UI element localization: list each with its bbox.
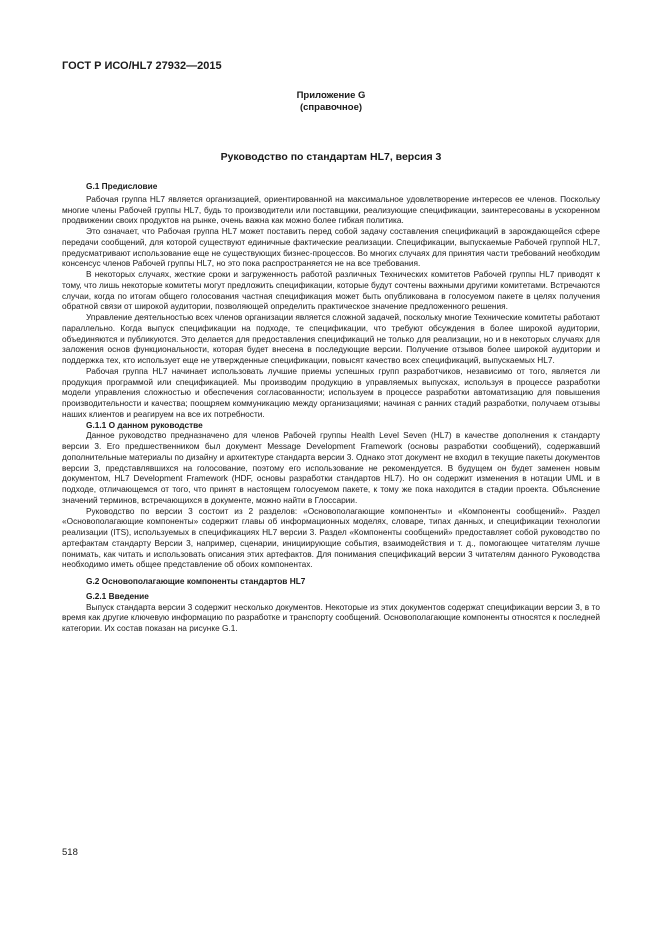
annex-type: (справочное) (299, 102, 363, 113)
annex-label: Приложение G (296, 90, 366, 101)
annex-title: Руководство по стандартам HL7, версия 3 (220, 151, 442, 163)
page-number: 518 (62, 847, 78, 858)
standard-code-header: ГОСТ Р ИСО/HL7 27932—2015 (62, 60, 222, 72)
section-heading-g1: G.1 Предисловие (86, 181, 158, 191)
paragraph: Данное руководство предназначено для членов Рабочей группы Health Level Seven (HL7) в качестве дополнения к стандарту версии 3. Его предшественником был документ Message Development Framework (основы разработки сообщений), содержавший дополнительные материалы по дизайну и архитектуре стандарта версии 3. Однако этот документ не входил в текущие пакеты документов версии 3, представлявшихся на голосование, поэтому его использование не рекомендуется. В будущем он будет заменен новым документом, HL7 Development Framework (HDF, основы разработки стандартов HL7). Но он содержит изменения в нотации UML и в подходе, отличающемся от того, что принят в настоящем голосуемом пакете, к тому же пока находится в стадии проекта. Объяснение значений терминов, встречающихся в документе, можно найти в Глоссарии. (62, 430, 600, 505)
paragraph: Рабочая группа HL7 начинает использовать лучшие приемы успешных групп разработчиков, независимо от того, является ли продукция программой или спецификацией. Мы производим продукцию в управляемых выпусках, используя в процессе разработки модели управления сложностью и обеспечения согласованности; используем в процессе разработки автоматизацию для повышения производительности и качества; поощряем коммуникацию между организациями; начиная с ранних стадий разработки, получаем отзывы наших клиентов и реагируем на все их потребности. (62, 365, 600, 419)
annex-heading (62, 90, 600, 114)
section-heading-g2: G.2 Основополагающие компоненты стандартов HL7 (86, 576, 306, 586)
paragraph: Это означает, что Рабочая группа HL7 может поставить перед собой задачу составления спецификаций в зарождающейся сфере передачи сообщений, для которой существуют единичные фактические реализации. Спецификации, выпускаемые Рабочей группой HL7, предусматривают использование еще не существующих бизнес-процессов. Во многих случаях для принятия части требований необходим консенсус членов Рабочей группы HL7, но это пока распространяется не на все требования. (62, 226, 600, 269)
paragraph: Управление деятельностью всех членов организации является сложной задачей, поскольку многие Технические комитеты работают параллельно. Когда выпуск спецификации на подходе, те спецификации, что требуют обсуждения в более широкой аудитории, объединяются и публикуются. Это делается для предоставления спецификаций не только для реализации, но и в некоторых случаях для заложения основ функциональности, которая будет внесена в последующие версии. Получение отзывов более широкой аудитории и поддержка тех, кто использует еще не утвержденные спецификации, повысят качество всех спецификаций, выпускаемых HL7. (62, 312, 600, 365)
paragraph: Выпуск стандарта версии 3 содержит несколько документов. Некоторые из этих документов содержат спецификации версии 3, в то время как другие ключевую информацию по разработке и транспорту сообщений. Основополагающие компоненты относятся к последней категории. Их состав показан на рисунке G.1. (62, 601, 600, 633)
paragraph: В некоторых случаях, жесткие сроки и загруженность работой различных Технических комитетов Рабочей группы HL7 приводят к тому, что лишь некоторые комитеты могут предложить спецификации, которые будут сочтены важными другими комитетами. Встречаются случаи, когда по итогам общего голосования частная спецификация может быть опубликована в голосуемом пакете в целях получения обратной связи от широкой аудитории, позволяющей определить практическое значение предложенного решения. (62, 269, 600, 312)
section-heading-g1-1: G.1.1 О данном руководстве (86, 419, 203, 430)
document-body (62, 181, 600, 634)
paragraph: Руководство по версии 3 состоит из 2 разделов: «Основополагающие компоненты» и «Компоненты сообщений». Раздел «Основополагающие компоненты» содержит главы об информационных моделях, словаре, типах данных, и спецификации технологии реализации (ITS), используемых в спецификациях HL7 версии 3. Раздел «Компоненты сообщений» предоставляет собой руководство по артефактам стандарту Версии 3, например, сценарии, инициирующие события, взаимодействия и т. д., помогающее читателям лучше понимать, как читать и использовать описания этих артефактов. Для понимания спецификаций версии 3 читателям данного Руководства необходимо иметь общее представление об обоих компонентах. (62, 505, 600, 570)
section-heading-g2-1: G.2.1 Введение (86, 590, 149, 601)
paragraph: Рабочая группа HL7 является организацией, ориентированной на максимальное удовлетворение интересов ее членов. Поскольку многие члены Рабочей группы HL7, будь то производители или поставщики, реализующие спецификации, заинтересованы в ускоренном продвижении своих продуктов на рынке, очень важна как можно более гибкая политика. (62, 193, 600, 226)
